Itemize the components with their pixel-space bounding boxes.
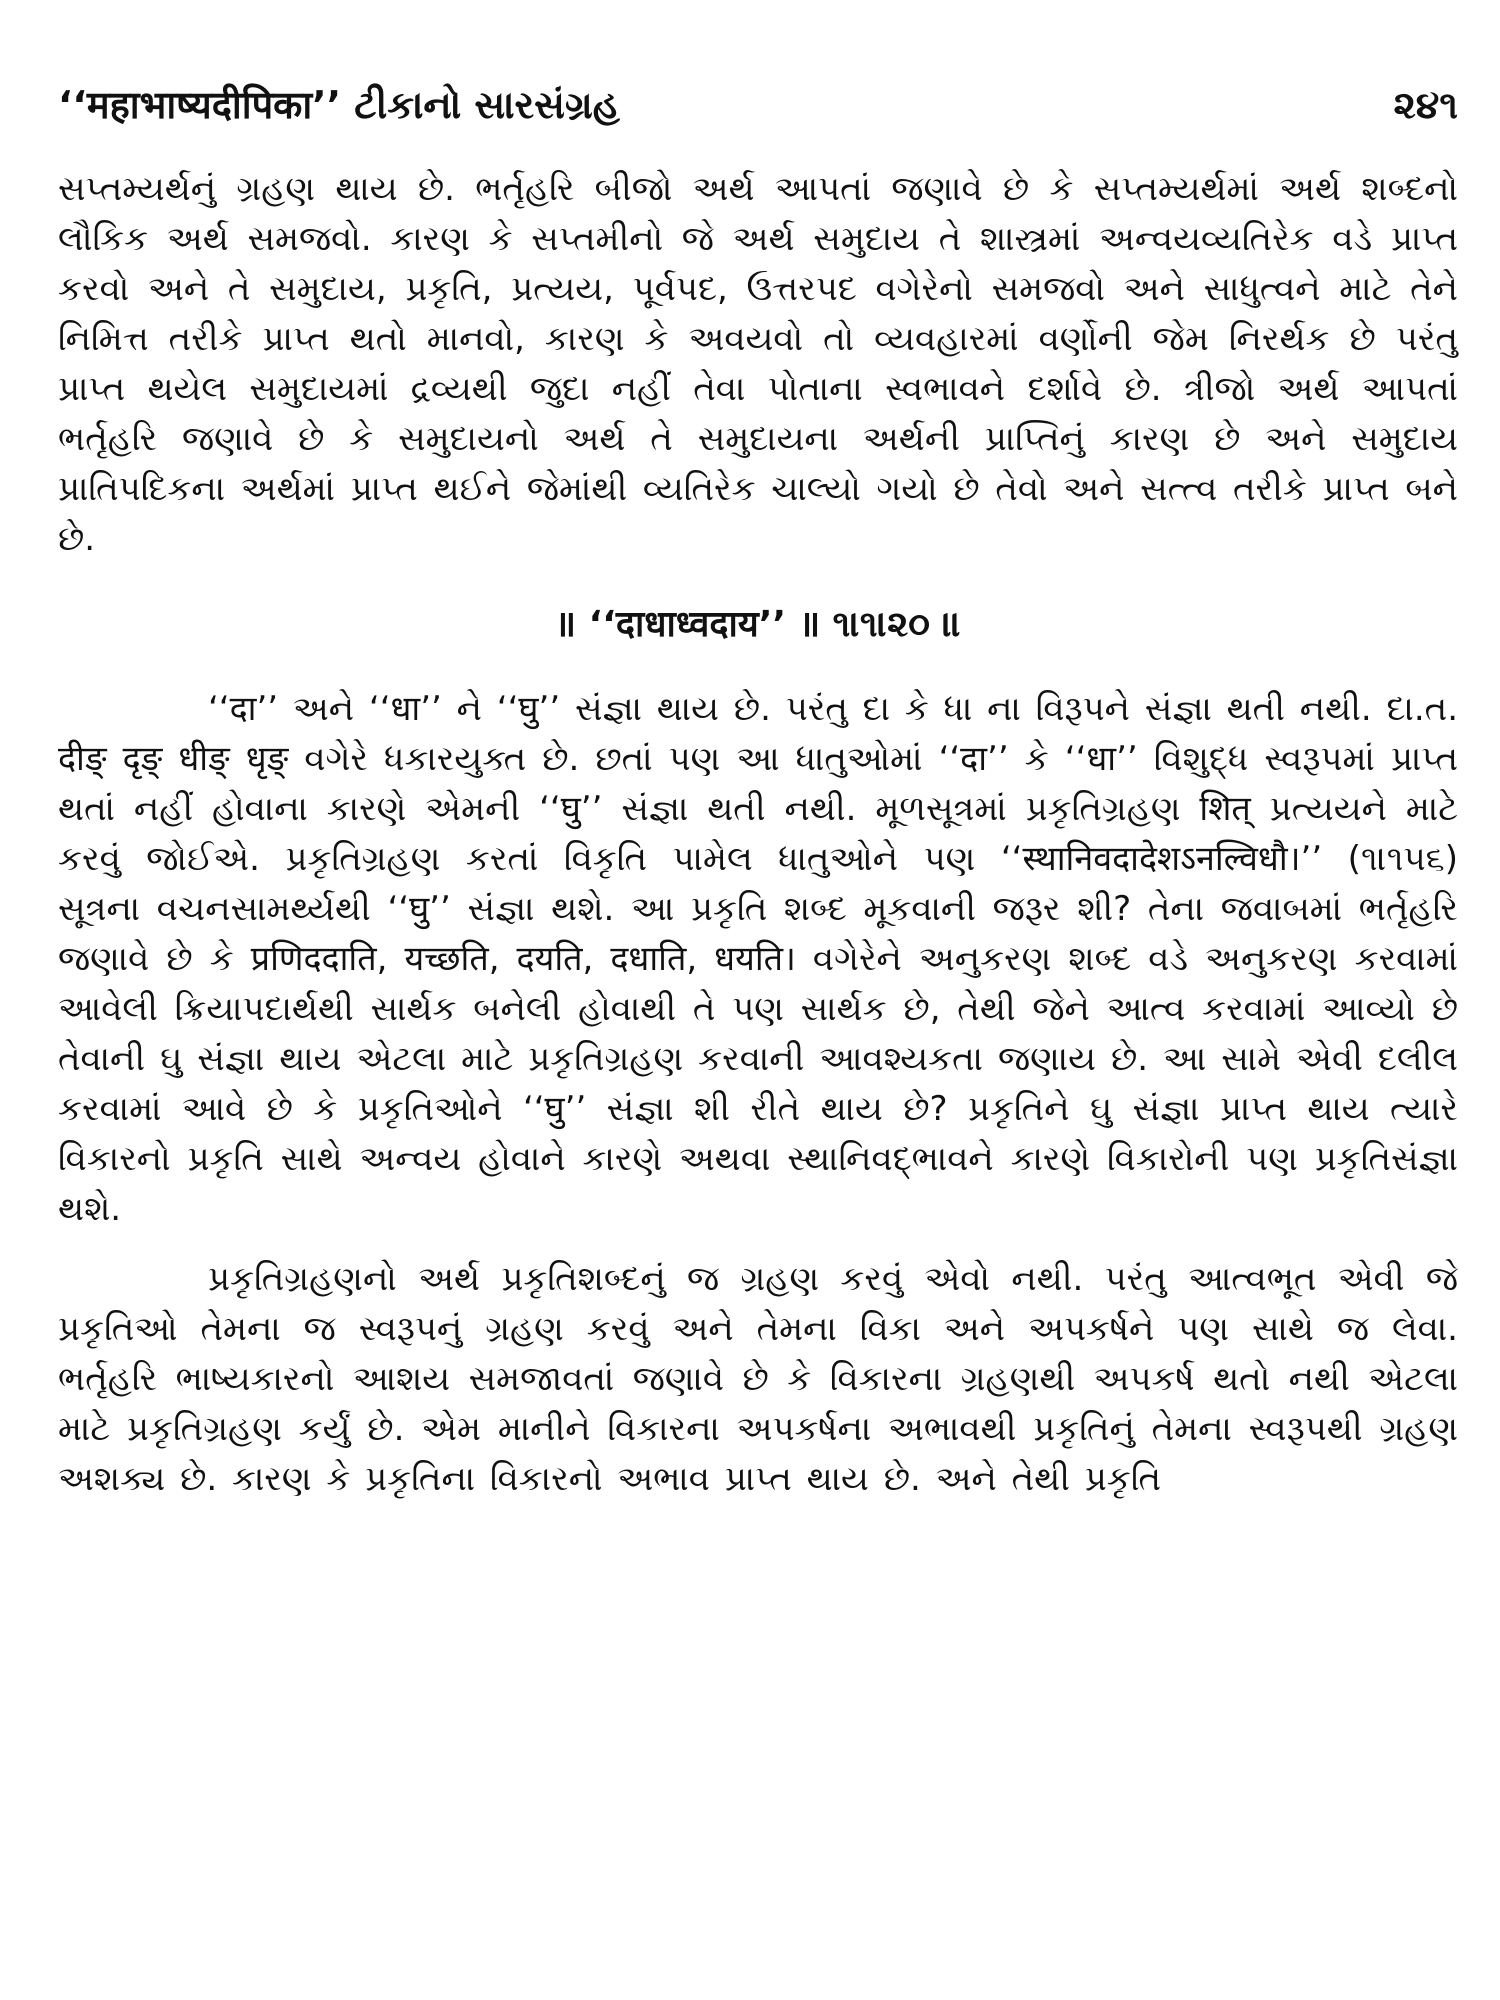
body-paragraph-2: ‘‘दा’’ અને ‘‘धा’’ ને ‘‘घु’’ સંજ્ઞા થાય છે. પરંતુ દા કે ધા ના વિરૂપને સંજ્ઞા થતી નથી. દા.ત. दीङ् दृङ् धीङ् धृङ् વગેરે ધકારયુક્ત છે. છતાં પણ આ ધાતુઓમાં ‘‘दा’’ કે ‘‘धा’’ વિશુદ્ધ સ્વરૂપમાં પ્રાપ્ત થતાં નહીં હોવાના કારણે એમની ‘‘घु’’ સંજ્ઞા થતી નથી. મૂળસૂત્રમાં પ્રકૃતિગ્રહણ शित् પ્રત્યયને માટે કરવું જોઈએ. પ્રકૃતિગ્રહણ કરતાં વિકૃતિ પામેલ ધાતુઓને પણ ‘‘स्थानिवदादेशऽनल्विधौ।’’ (૧।૧૫૬) સૂત્રના વચનસામર્થ્યથી ‘‘घु’’ સંજ્ઞા થશે. આ પ્રકૃતિ શબ્દ મૂકવાની જરૂર શી? તેના જવાબમાં ભર્તૃહરિ જણાવે છે કે प्रणिददाति, यच्छति, दयति, दधाति, धयति। વગેરેને અનુકરણ શબ્દ વડે અનુકરણ કરવામાં આવેલી ક્રિયાપદાર્થથી સાર્થક બનેલી હોવાથી તે પણ સાર્થક છે, તેથી જેને આત્વ કરવામાં આવ્યો છે તેવાની ઘુ સંજ્ઞા થાય એટલા માટે પ્રકૃતિગ્રહણ કરવાની આવશ્યકતા જણાય છે. આ સામે એવી દલીલ કરવામાં આવે છે કે પ્રકૃતિઓને ‘‘घु’’ સંજ્ઞા શી રીતે થાય છે? પ્રકૃતિને ઘુ સંજ્ઞા પ્રાપ્ત થાય ત્યારે વિકારનો પ્રકૃતિ સાથે અન્વય હોવાને કારણે અથવા સ્થાનિવદ્ભાવને કારણે વિકારોની પણ પ્રકૃતિસંજ્ઞા થશે. <box>58 689 1458 1229</box>
page-number: ૨૪૧ <box>1393 83 1458 127</box>
running-header <box>58 70 1458 140</box>
body-paragraph-1: સપ્તમ્યર્થનું ગ્રહણ થાય છે. ભર્તૃહરિ બીજો અર્થ આપતાં જણાવે છે કે સપ્તમ્યર્થમાં અર્થ શબ્દનો લૌકિક અર્થ સમજવો. કારણ કે સપ્તમીનો જે અર્થ સમુદાય તે શાસ્ત્રમાં અન્વયવ્યતિરેક વડે પ્રાપ્ત કરવો અને તે સમુદાય, પ્રકૃતિ, પ્રત્યય, પૂર્વપદ, ઉત્તરપદ વગેરેનો સમજવો અને સાધુત્વને માટે તેને નિમિત્ત તરીકે પ્રાપ્ત થતો માનવો, કારણ કે અવયવો તો વ્યવહારમાં વર્ણોની જેમ નિરર્થક છે પરંતુ પ્રાપ્ત થયેલ સમુદાયમાં દ્રવ્યથી જુદા નહીં તેવા પોતાના સ્વભાવને દર્શાવે છે. ત્રીજો અર્થ આપતાં ભર્તૃહરિ જણાવે છે કે સમુદાયનો અર્થ તે સમુદાયના અર્થની પ્રાપ્તિનું કારણ છે અને સમુદાય પ્રાતિપદિકના અર્થમાં પ્રાપ્ત થઈને જેમાંથી વ્યતિરેક ચાલ્યો ગયો છે તેવો અને સત્ત્વ તરીકે પ્રાપ્ત બને છે. <box>58 169 1458 559</box>
running-title: ‘‘महाभाष्यदीपिका’’ ટીકાનો સારસંગ્રહ <box>58 83 620 127</box>
sutra-heading: ॥ ‘‘दाधाध्वदाय’’ ॥ ૧।૧।૨૦ ॥ <box>554 604 962 645</box>
body-paragraph-3: પ્રકૃતિગ્રહણનો અર્થ પ્રકૃતિશબ્દનું જ ગ્રહણ કરવું એવો નથી. પરંતુ આત્વભૂત એવી જે પ્રકૃતિઓ તેમના જ સ્વરૂપનું ગ્રહણ કરવું અને તેમના વિકા અને અપકર્ષને પણ સાથે જ લેવા. ભર્તૃહરિ ભાષ્યકારનો આશય સમજાવતાં જણાવે છે કે વિકારના ગ્રહણથી અપકર્ષ થતો નથી એટલા માટે પ્રકૃતિગ્રહણ કર્યું છે. એમ માનીને વિકારના અપકર્ષના અભાવથી પ્રકૃતિનું તેમના સ્વરૂપથી ગ્રહણ અશક્ય છે. કારણ કે પ્રકૃતિના વિકારનો અભાવ પ્રાપ્ત થાય છે. અને તેથી પ્રકૃતિ <box>58 1259 1458 1499</box>
document-page <box>58 70 1458 1980</box>
